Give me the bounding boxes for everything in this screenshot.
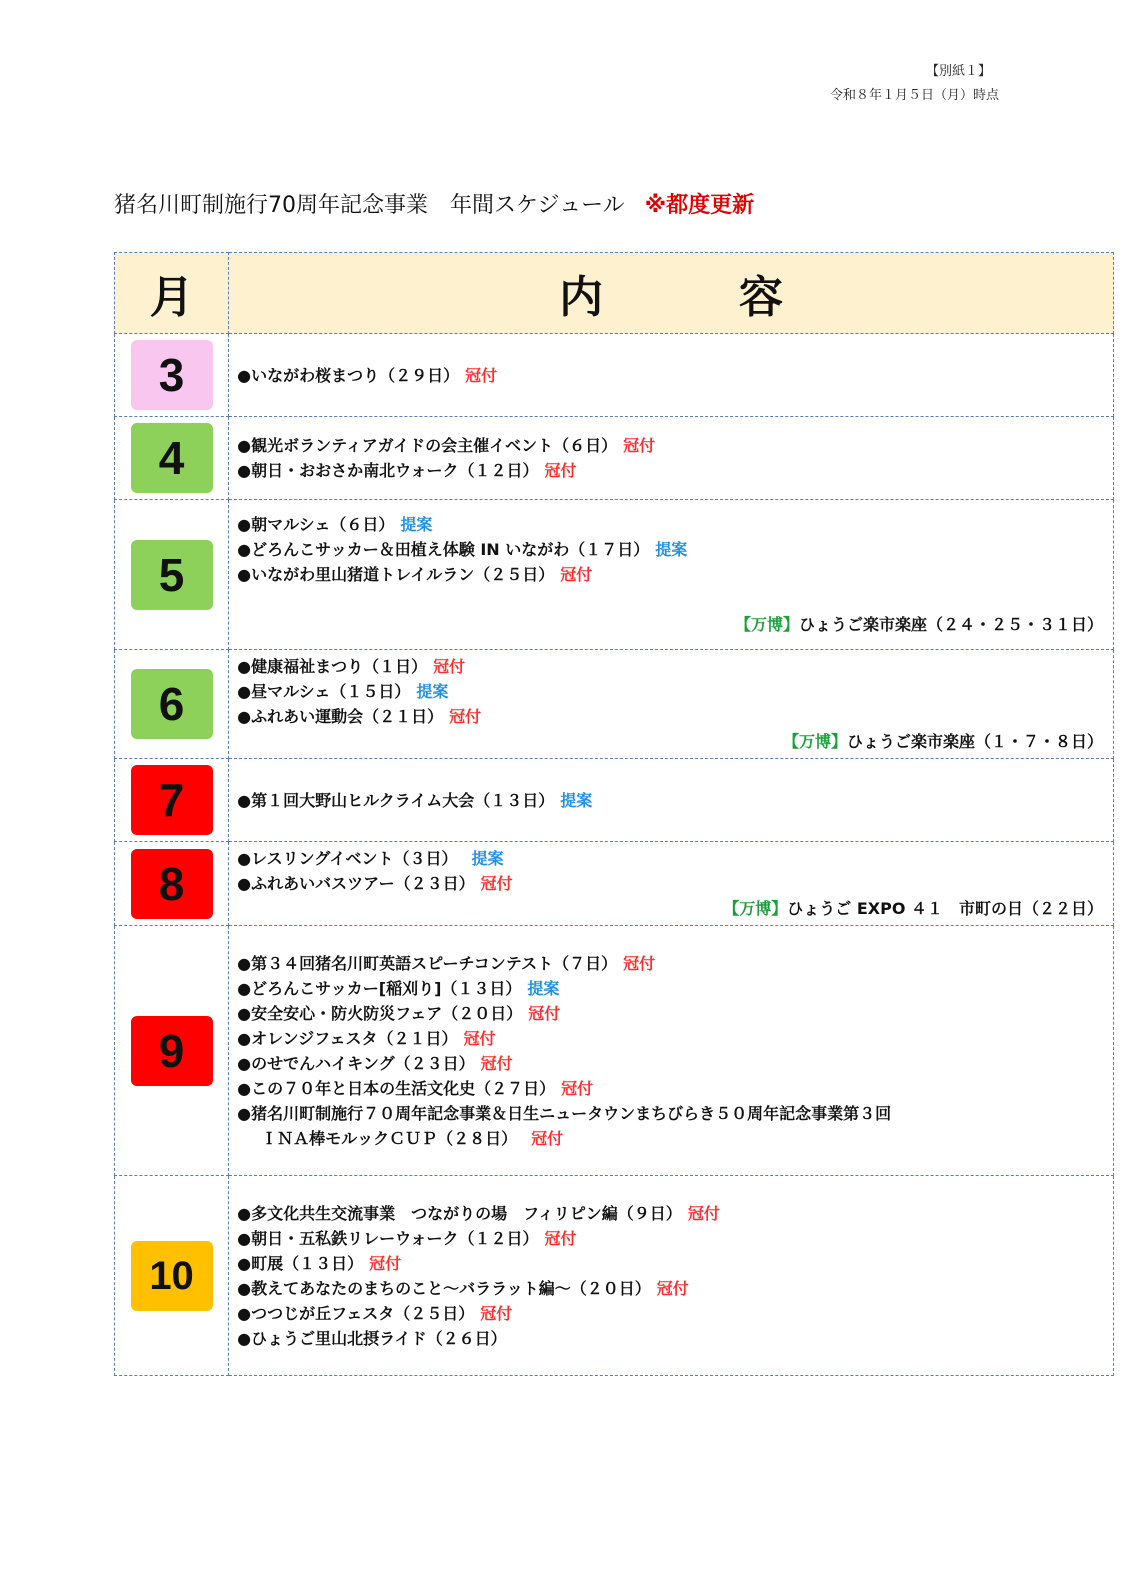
event-item <box>237 1026 1103 1051</box>
as-of-date: 令和８年１月５日（月）時点 <box>829 88 999 103</box>
schedule-table <box>114 252 1114 1376</box>
event-item <box>237 512 1103 537</box>
kanmuri-tag: 冠付 <box>449 707 482 726</box>
event-item <box>237 363 1103 388</box>
event-item <box>237 433 1103 458</box>
event-text: ●健康福祉まつり（１日） <box>237 657 428 676</box>
event-item <box>237 1101 1103 1126</box>
event-text: ●朝マルシェ（６日） <box>237 515 395 534</box>
teian-tag: 提案 <box>655 540 688 559</box>
event-item <box>237 537 1103 562</box>
teian-tag: 提案 <box>416 682 449 701</box>
expo-text: ひょうご楽市楽座（２４・２５・３１日） <box>798 615 1103 634</box>
kanmuri-tag: 冠付 <box>544 1228 577 1248</box>
expo-bracket: 【万博】 <box>734 615 799 634</box>
kanmuri-tag: 冠付 <box>433 657 466 676</box>
content-cell <box>229 1176 1114 1376</box>
content-header: 内 容 <box>229 253 1114 334</box>
expo-text: ひょうご EXPO ４１ 市町の日（２２日） <box>787 899 1103 918</box>
event-text: ●第１回大野山ヒルクライム大会（１３日） <box>237 790 555 810</box>
event-text: ●どろんこサッカー＆田植え体験 IN いながわ（１７日） <box>237 540 650 559</box>
kanmuri-tag: 冠付 <box>687 1203 720 1223</box>
content-cell <box>229 759 1114 842</box>
event-item <box>237 1276 1103 1301</box>
kanmuri-tag: 冠付 <box>465 365 498 385</box>
month-header: 月 <box>115 253 229 334</box>
event-text: ●ひょうご里山北摂ライド（２６日） <box>237 1328 507 1348</box>
content-cell <box>229 417 1114 500</box>
kanmuri-tag: 冠付 <box>623 436 656 455</box>
event-text: ●教えてあなたのまちのこと～バララット編～（２０日） <box>237 1278 651 1298</box>
month-cell <box>115 334 229 417</box>
event-text: ●第３４回猪名川町英語スピーチコンテスト（７日） <box>237 953 618 973</box>
event-item <box>237 458 1103 483</box>
month-cell <box>115 500 229 650</box>
content-cell <box>229 926 1114 1176</box>
month-badge: 5 <box>131 540 213 610</box>
kanmuri-tag: 冠付 <box>528 1003 561 1023</box>
event-text: ●町展（１３日） <box>237 1253 364 1273</box>
kanmuri-tag: 冠付 <box>463 1028 496 1048</box>
page-title <box>114 188 754 219</box>
month-cell <box>115 417 229 500</box>
event-text: ●のせでんハイキング（２３日） <box>237 1053 475 1073</box>
event-item <box>237 1201 1103 1226</box>
month-badge: 4 <box>131 423 213 493</box>
event-item <box>237 704 1103 729</box>
month-badge: 6 <box>131 669 213 739</box>
kanmuri-tag: 冠付 <box>369 1253 402 1273</box>
expo-text: ひょうご楽市楽座（１・７・８日） <box>846 732 1103 751</box>
expo-line <box>237 896 1103 921</box>
event-item <box>237 1301 1103 1326</box>
month-badge: 7 <box>131 765 213 835</box>
event-text: ●多文化共生交流事業 つながりの場 フィリピン編（９日） <box>237 1203 682 1223</box>
month-badge: 9 <box>131 1016 213 1086</box>
event-text: ●オレンジフェスタ（２１日） <box>237 1028 458 1048</box>
event-item <box>237 1226 1103 1251</box>
content-cell <box>229 334 1114 417</box>
kanmuri-tag: 冠付 <box>560 565 593 584</box>
month-cell <box>115 1176 229 1376</box>
event-text: ●昼マルシェ（１５日） <box>237 682 411 701</box>
kanmuri-tag: 冠付 <box>623 953 656 973</box>
title-text: 猪名川町制施行70周年記念事業 年間スケジュール <box>114 193 625 218</box>
event-text: ●猪名川町制施行７０周年記念事業＆日生ニュータウンまちびらき５０周年記念事業第３回 <box>237 1103 892 1123</box>
content-cell <box>229 650 1114 759</box>
kanmuri-tag: 冠付 <box>480 1053 513 1073</box>
annex-label: 【別紙１】 <box>925 64 991 79</box>
teian-tag: 提案 <box>471 849 504 868</box>
event-item <box>237 1051 1103 1076</box>
event-item <box>237 1001 1103 1026</box>
expo-line <box>237 612 1103 637</box>
event-item <box>237 1076 1103 1101</box>
event-text: ●いながわ里山猪道トレイルラン（２５日） <box>237 565 555 584</box>
teian-tag: 提案 <box>560 790 593 810</box>
month-badge: 3 <box>131 340 213 410</box>
event-item <box>237 1326 1103 1351</box>
event-text: ●朝日・おおさか南北ウォーク（１２日） <box>237 461 539 480</box>
expo-bracket: 【万博】 <box>782 732 847 751</box>
kanmuri-tag: 冠付 <box>561 1078 594 1098</box>
kanmuri-tag: 冠付 <box>656 1278 689 1298</box>
month-cell <box>115 759 229 842</box>
event-text: ●つつじが丘フェスタ（２５日） <box>237 1303 475 1323</box>
month-row <box>115 842 1114 926</box>
month-cell <box>115 650 229 759</box>
month-badge: 10 <box>131 1241 213 1311</box>
month-row <box>115 417 1114 500</box>
event-item <box>237 788 1103 813</box>
month-row <box>115 500 1114 650</box>
month-row <box>115 334 1114 417</box>
month-cell <box>115 842 229 926</box>
event-item <box>237 679 1103 704</box>
expo-line <box>237 729 1103 754</box>
event-text: ●レスリングイベント（３日） <box>237 849 466 868</box>
event-text: ●どろんこサッカー[稲刈り]（１３日） <box>237 978 522 998</box>
expo-bracket: 【万博】 <box>723 899 788 918</box>
kanmuri-tag: 冠付 <box>480 874 513 893</box>
event-item <box>237 951 1103 976</box>
event-text: ●安全安心・防火防災フェア（２０日） <box>237 1003 523 1023</box>
event-item <box>237 846 1103 871</box>
event-text: ●この７０年と日本の生活文化史（２７日） <box>237 1078 556 1098</box>
month-row <box>115 759 1114 842</box>
event-text: ●ふれあいバスツアー（２３日） <box>237 874 475 893</box>
content-cell <box>229 842 1114 926</box>
kanmuri-tag: 冠付 <box>544 461 577 480</box>
event-text: ●ふれあい運動会（２１日） <box>237 707 444 726</box>
table-header-row <box>115 253 1114 334</box>
kanmuri-tag: 冠付 <box>531 1128 564 1148</box>
event-item <box>237 654 1103 679</box>
event-text: ●観光ボランティアガイドの会主催イベント（６日） <box>237 436 618 455</box>
month-badge: 8 <box>131 849 213 919</box>
event-text: ●いながわ桜まつり（２９日） <box>237 365 460 385</box>
month-row <box>115 1176 1114 1376</box>
event-item <box>237 562 1103 587</box>
month-row <box>115 650 1114 759</box>
kanmuri-tag: 冠付 <box>480 1303 513 1323</box>
content-cell <box>229 500 1114 650</box>
event-item <box>237 1251 1103 1276</box>
month-row <box>115 926 1114 1176</box>
event-text: ●朝日・五私鉄リレーウォーク（１２日） <box>237 1228 539 1248</box>
update-note: ※都度更新 <box>644 193 755 218</box>
event-item <box>237 871 1103 896</box>
month-cell <box>115 926 229 1176</box>
event-text: ＩＮＡ棒モルックＣＵＰ（２８日） <box>261 1128 526 1148</box>
event-item <box>237 1126 1103 1151</box>
event-item <box>237 976 1103 1001</box>
teian-tag: 提案 <box>400 515 433 534</box>
teian-tag: 提案 <box>527 978 560 998</box>
